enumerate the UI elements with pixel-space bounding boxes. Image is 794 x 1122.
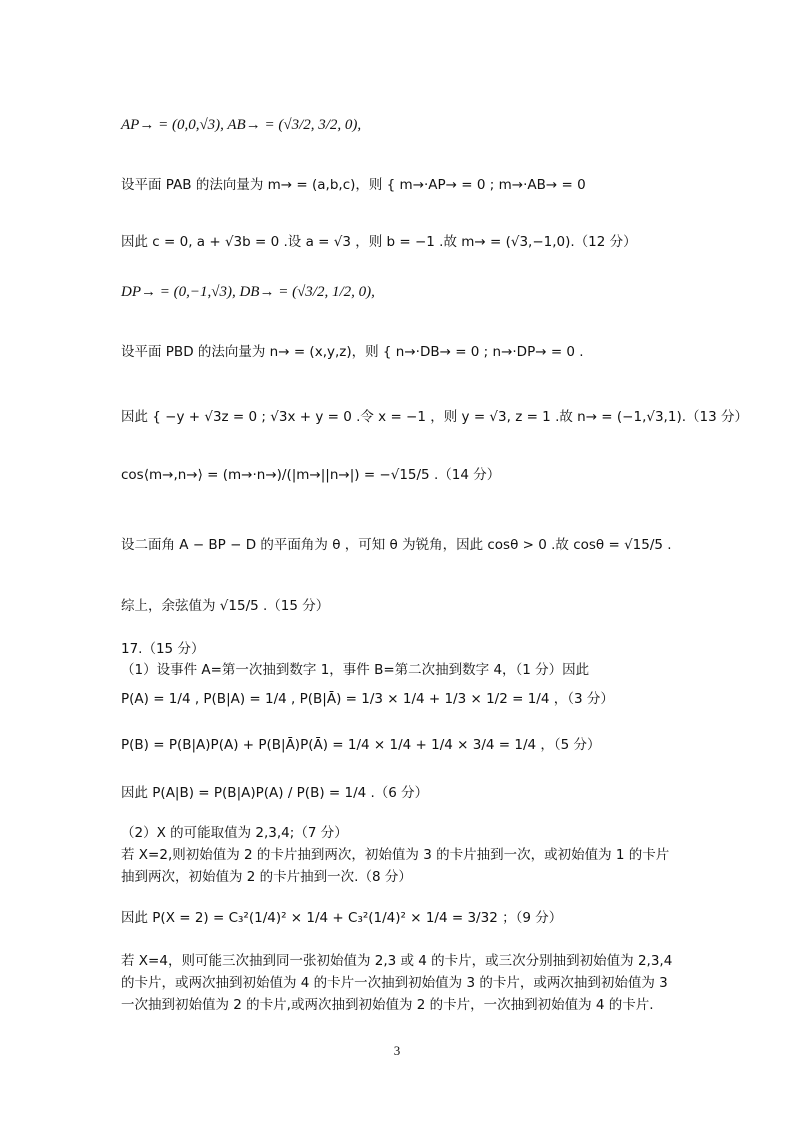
probability-pb-line: P(B) = P(B|A)P(A) + P(B|Ā)P(Ā) = 1/4 × 1/4 + 1/4 × 3/4 = 1/4 ，（5 分） — [121, 737, 601, 753]
probability-pa-line: P(A) = 1/4 , P(B|A) = 1/4 , P(B|Ā) = 1/3 × 1/4 + 1/3 × 1/2 = 1/4 ，（3 分） — [121, 691, 614, 707]
dihedral-angle-line: 设二面角 A − BP − D 的平面角为 θ ，可知 θ 为锐角，因此 cosθ > 0 .故 cosθ = √15/5 . — [121, 537, 672, 553]
plane-pbd-normal-line: 设平面 PBD 的法向量为 n→ = (x,y,z)，则 { n→·DB→ = 0 ; n→·DP→ = 0 . — [121, 344, 584, 360]
cosine-angle-line: cos⟨m→,n→⟩ = (m→·n→)/(|m→||n→|) = −√15/5 .（14 分） — [121, 467, 501, 483]
normal-n-result-line: 因此 { −y + √3z = 0 ; √3x + y = 0 .令 x = −1 ，则 y = √3, z = 1 .故 n→ = (−1,√3,1).（13 分） — [121, 409, 748, 425]
probability-x2-line: 因此 P(X = 2) = C₃²(1/4)² × 1/4 + C₃²(1/4)² × 1/4 = 3/32 ；（9 分） — [121, 910, 563, 926]
x2-case-line-2: 抽到两次，初始值为 2 的卡片抽到一次.（8 分） — [121, 869, 412, 885]
normal-m-result-line: 因此 c = 0, a + √3b = 0 .设 a = √3 ，则 b = −1 .故 m→ = (√3,−1,0).（12 分） — [121, 234, 637, 250]
problem-17-heading: 17.（15 分） — [121, 641, 205, 657]
vector-ap-ab-line: AP→ = (0,0,√3), AB→ = (√3/2, 3/2, 0), — [121, 117, 362, 133]
x4-case-line-1: 若 X=4，则可能三次抽到同一张初始值为 2,3 或 4 的卡片，或三次分别抽到初始值为 2,3,4 — [121, 953, 673, 969]
probability-pab-line: 因此 P(A|B) = P(B|A)P(A) / P(B) = 1/4 .（6 分） — [121, 785, 429, 801]
part1-events-line: （1）设事件 A=第一次抽到数字 1，事件 B=第二次抽到数字 4，（1 分）因此 — [121, 662, 590, 678]
page-number: 3 — [393, 1043, 401, 1058]
plane-pab-normal-line: 设平面 PAB 的法向量为 m→ = (a,b,c)，则 { m→·AP→ = 0 ; m→·AB→ = 0 — [121, 177, 586, 193]
x4-case-line-3: 一次抽到初始值为 2 的卡片,或两次抽到初始值为 2 的卡片，一次抽到初始值为 4 的卡片. — [121, 997, 654, 1013]
x4-case-line-2: 的卡片，或两次抽到初始值为 4 的卡片一次抽到初始值为 3 的卡片，或两次抽到初始值为 3 — [121, 975, 668, 991]
vector-dp-db-line: DP→ = (0,−1,√3), DB→ = (√3/2, 1/2, 0), — [121, 284, 375, 300]
part2-values-line: （2）X 的可能取值为 2,3,4;（7 分） — [121, 825, 348, 841]
x2-case-line-1: 若 X=2,则初始值为 2 的卡片抽到两次，初始值为 3 的卡片抽到一次，或初始值为 1 的卡片 — [121, 847, 670, 863]
conclusion-line: 综上，余弦值为 √15/5 .（15 分） — [121, 598, 330, 614]
